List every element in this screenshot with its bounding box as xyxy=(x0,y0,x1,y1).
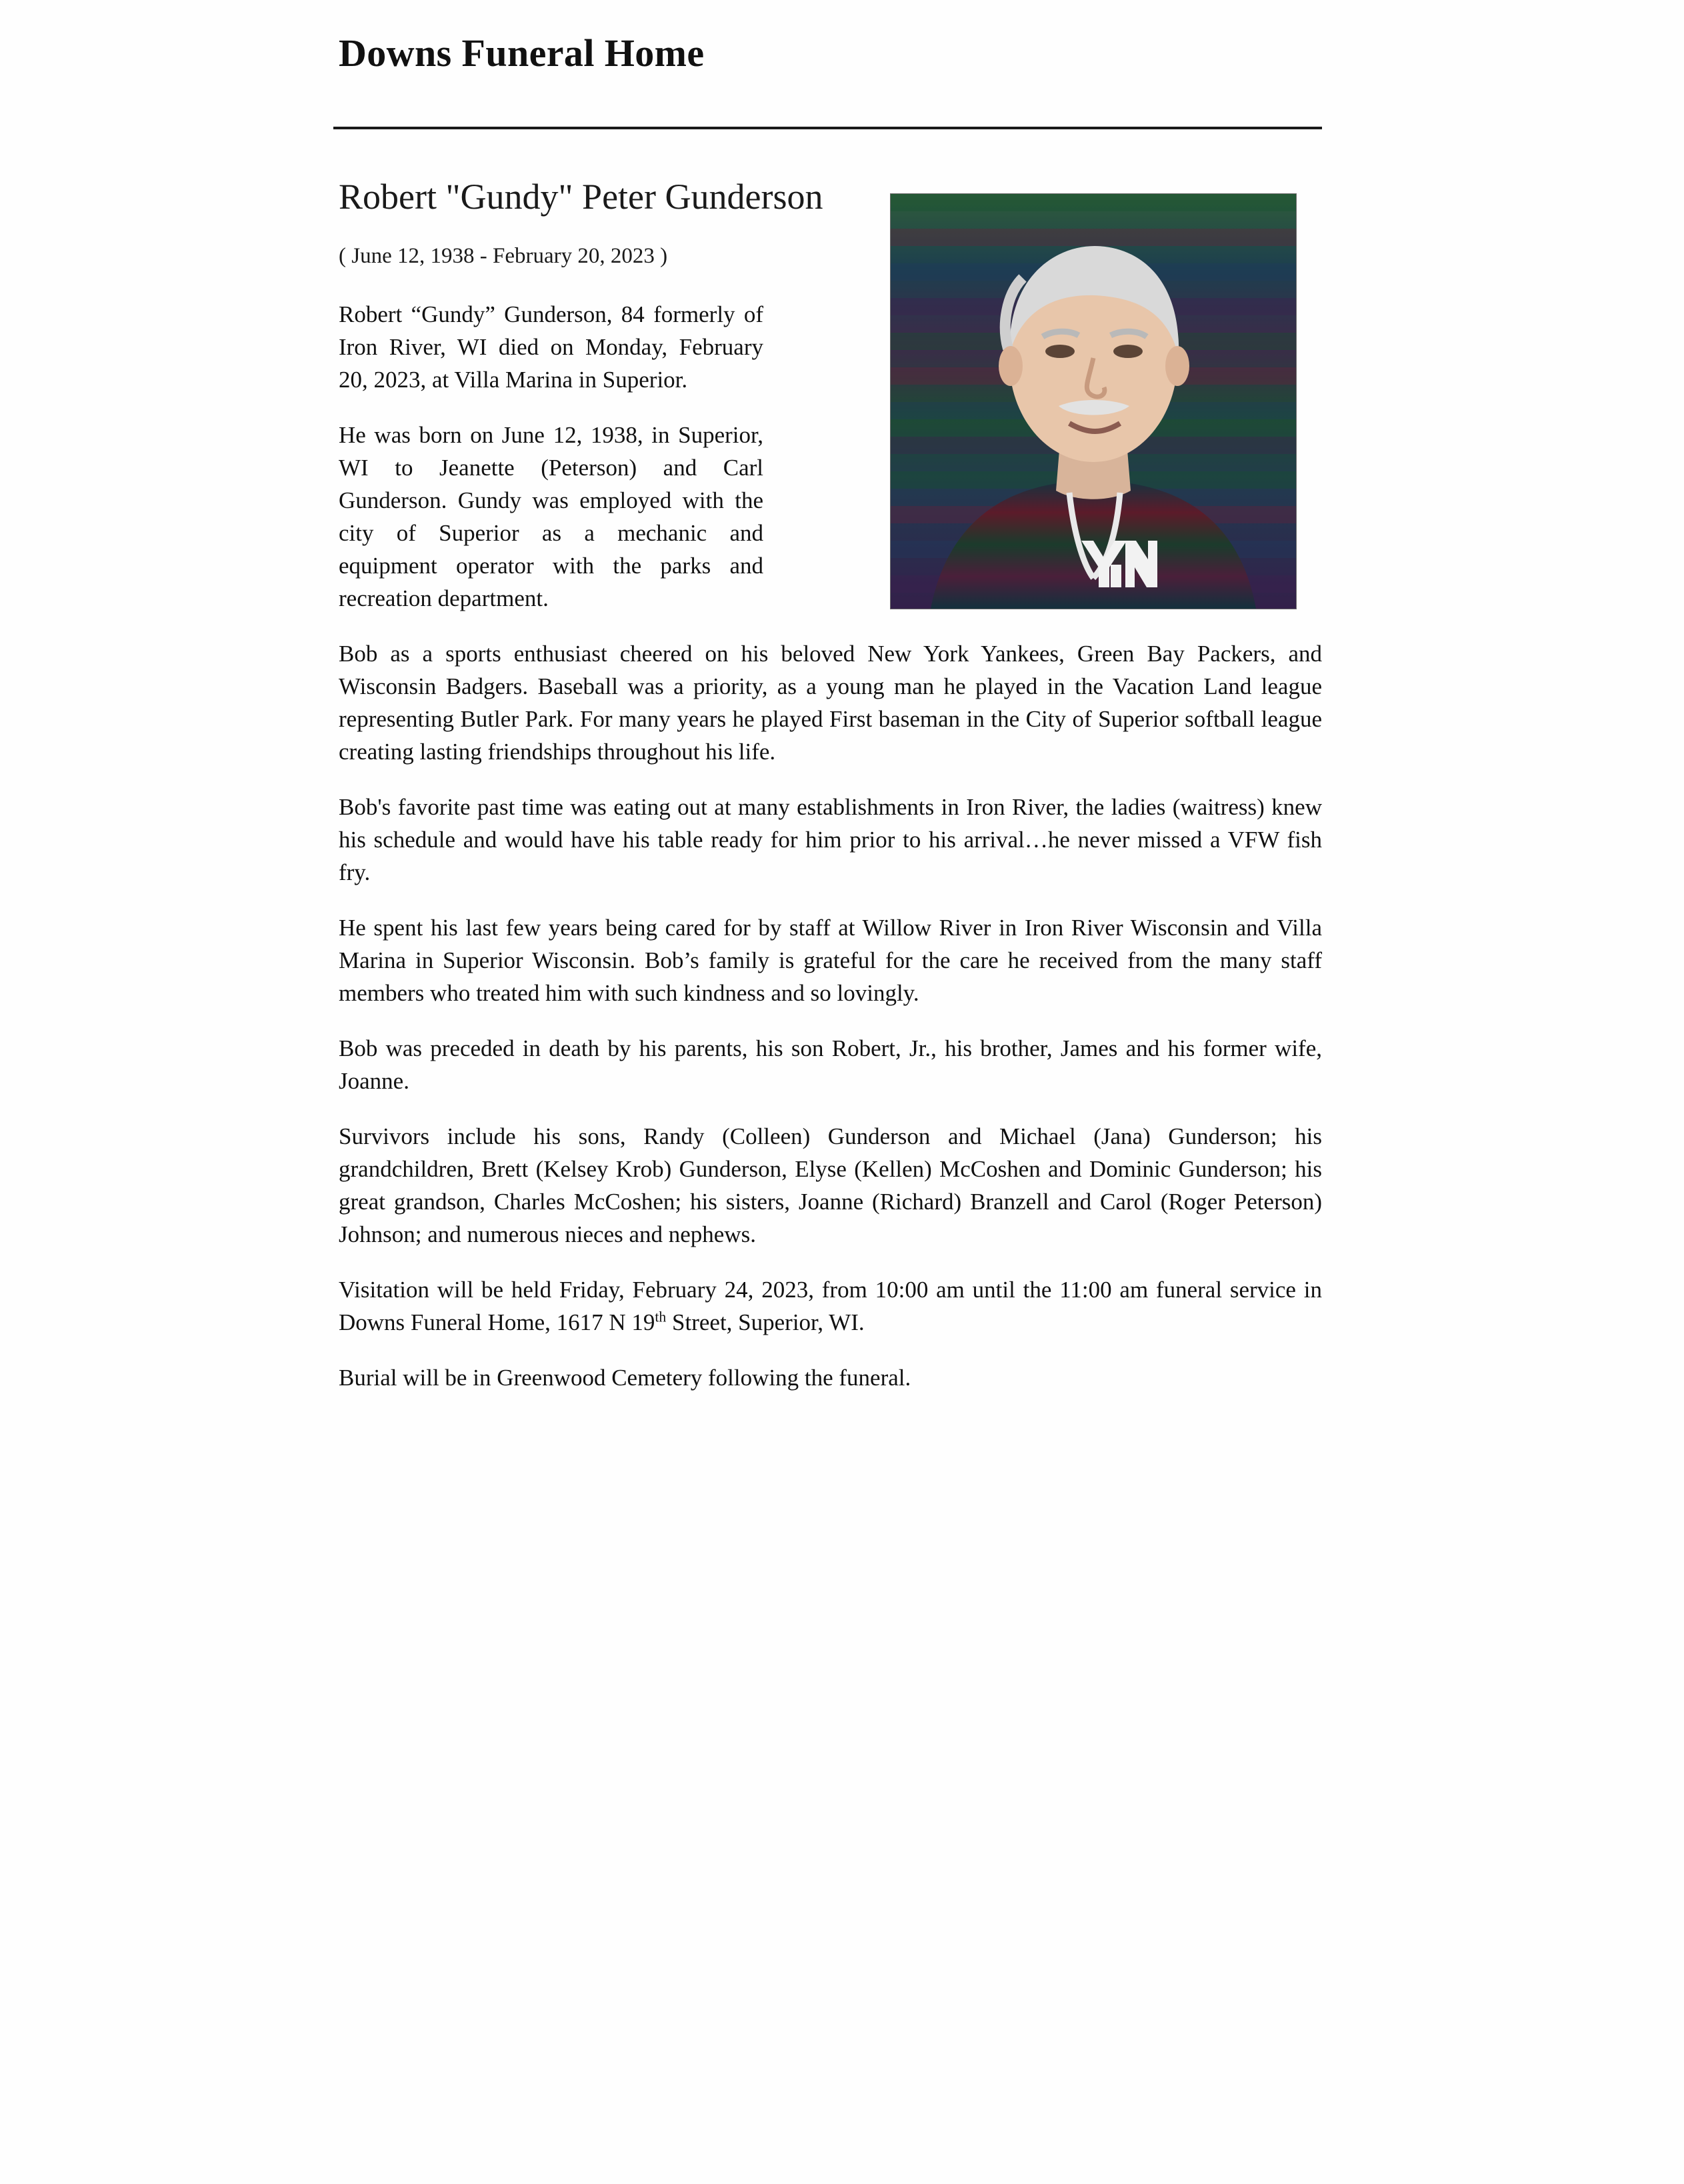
paragraph: He was born on June 12, 1938, in Superior, WI to Jeanette (Peterson) and Carl Gunderson. Gundy was employed with the city of Superior as a mechanic and equipment operator with the parks and recreation department. xyxy=(339,422,763,611)
service-text-before: Visitation will be held Friday, February 24, 2023, from 10:00 am until the 11:00 am funeral service in Downs Funeral Home, 1617 N 19 xyxy=(339,1277,1322,1335)
paragraph: Robert “Gundy” Gunderson, 84 formerly of Iron River, WI died on Monday, February 20, 2023, at Villa Marina in Superior. xyxy=(339,301,763,393)
ordinal-suffix: th xyxy=(655,1309,667,1325)
paragraph: Survivors include his sons, Randy (Colleen) Gunderson and Michael (Jana) Gunderson; his grandchildren, Brett (Kelsey Krob) Gunderson, Elyse (Kellen) McCoshen and Dominic Gunderson; his great grandson, Charles McCoshen; his sisters, Joanne (Richard) Branzell and Carol (Roger Peterson) Johnson; and numerous nieces and nephews. xyxy=(339,1123,1322,1247)
paragraph: Bob was preceded in death by his parents, his son Robert, Jr., his brother, James and his former wife, Joanne. xyxy=(339,1035,1322,1094)
paragraph: He spent his last few years being cared for by staff at Willow River in Iron River Wisconsin and Villa Marina in Superior Wisconsin. Bob’s family is grateful for the care he received from the many staff members who treated him with such kindness and so lovingly. xyxy=(339,915,1322,1006)
life-dates: ( June 12, 1938 - February 20, 2023 ) xyxy=(339,244,668,268)
paragraph: Bob as a sports enthusiast cheered on his beloved New York Yankees, Green Bay Packers, and Wisconsin Badgers. Baseball was a priority, as a young man he played in the Vacation Land league representing Butler Park. For many years he played First baseman in the City of Superior softball league creating lasting friendships throughout his life. xyxy=(339,641,1322,765)
photo-text-wrap-spacer xyxy=(763,298,1322,561)
burial-paragraph: Burial will be in Greenwood Cemetery following the funeral. xyxy=(339,1365,911,1391)
paragraph: Bob's favorite past time was eating out at many establishments in Iron River, the ladies (waitress) knew his schedule and would have his table ready for him prior to his arrival…he never missed a VFW fish fry. xyxy=(339,794,1322,885)
deceased-name: Robert "Gundy" Peter Gunderson xyxy=(339,177,823,217)
service-details-paragraph xyxy=(339,1273,1322,1339)
header-divider xyxy=(333,127,1322,129)
page-title: Downs Funeral Home xyxy=(339,31,705,75)
service-text-after: Street, Superior, WI. xyxy=(666,1309,865,1335)
obituary-content xyxy=(339,175,1322,1417)
obituary-body xyxy=(339,298,1322,1417)
